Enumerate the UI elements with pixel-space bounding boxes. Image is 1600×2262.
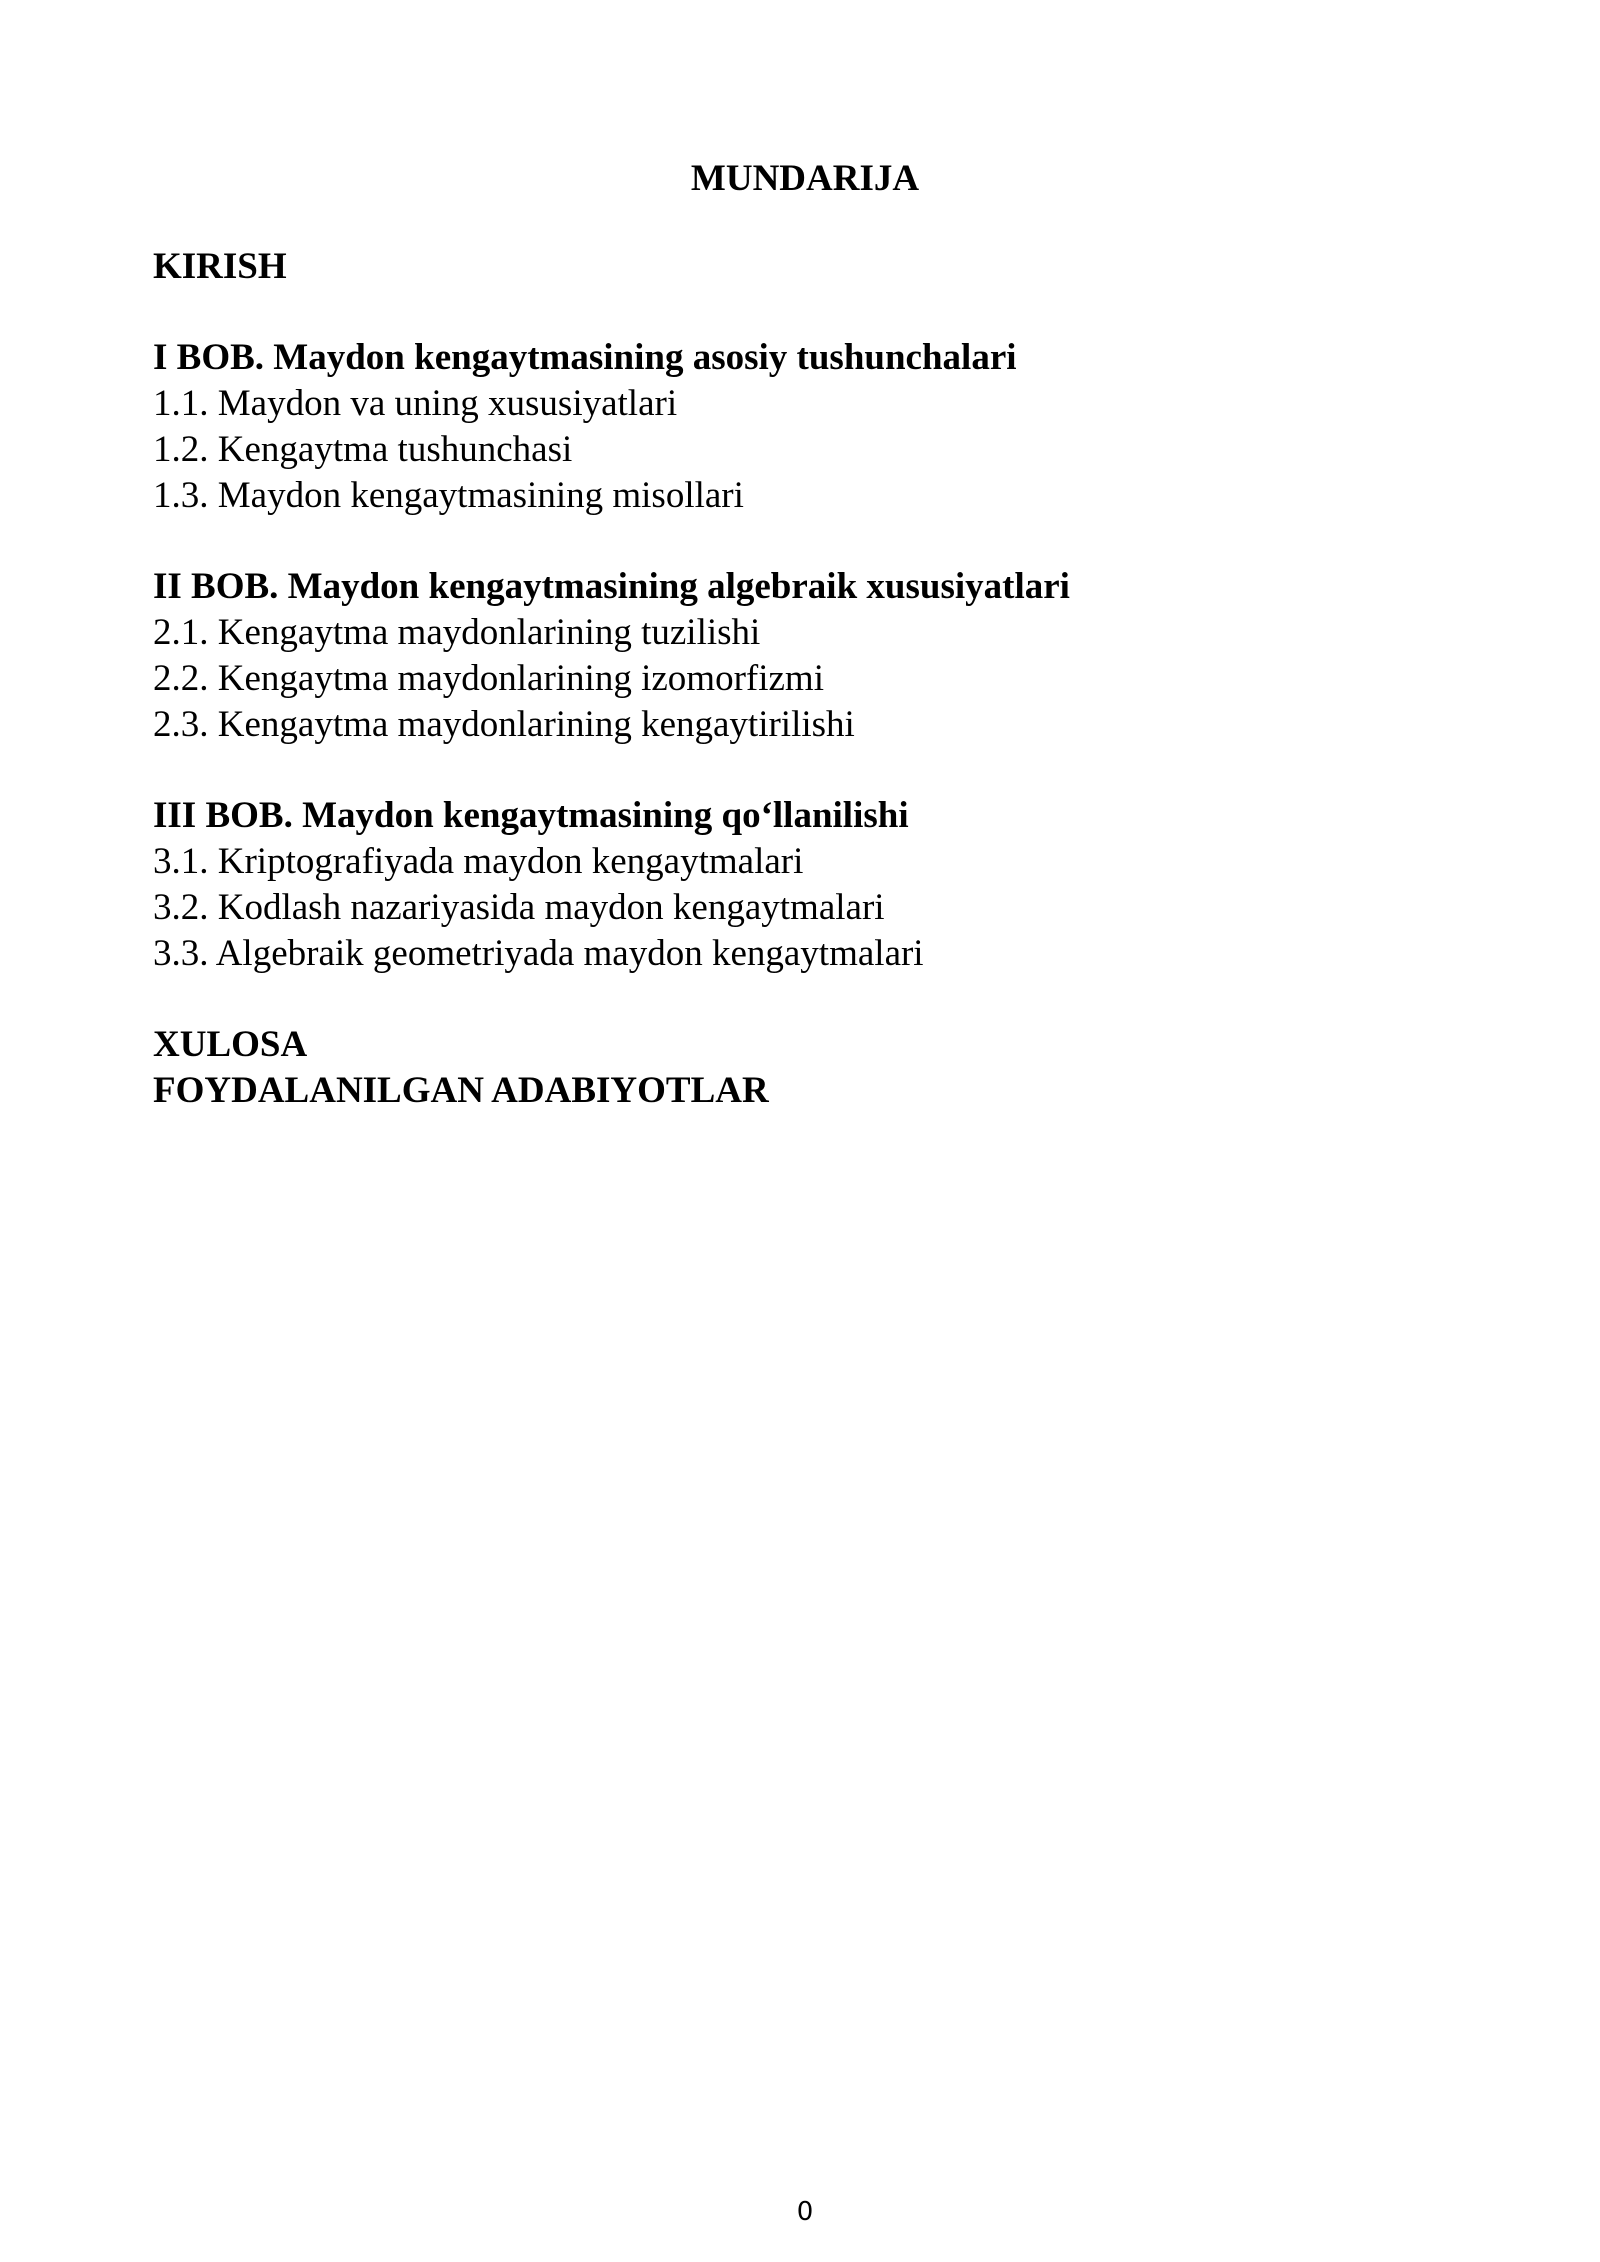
toc-intro: KIRISH (153, 246, 287, 287)
page-number: 0 (796, 2197, 814, 2227)
toc-section-3-2: 3.2. Kodlash nazariyasida maydon kengaytmalari (153, 887, 885, 928)
toc-section-2-1: 2.1. Kengaytma maydonlarining tuzilishi (153, 612, 761, 653)
toc-section-2-3: 2.3. Kengaytma maydonlarining kengaytirilishi (153, 704, 855, 745)
toc-section-3-3: 3.3. Algebraik geometriyada maydon kengaytmalari (153, 933, 924, 974)
toc-references: FOYDALANILGAN ADABIYOTLAR (153, 1070, 769, 1111)
toc-section-1-1: 1.1. Maydon va uning xususiyatlari (153, 383, 678, 424)
toc-section-1-3: 1.3. Maydon kengaytmasining misollari (153, 475, 744, 516)
toc-section-3-1: 3.1. Kriptografiyada maydon kengaytmalari (153, 841, 804, 882)
toc-section-2-2: 2.2. Kengaytma maydonlarining izomorfizmi (153, 658, 824, 699)
toc-chapter-2-heading: II BOB. Maydon kengaytmasining algebraik xususiyatlari (153, 566, 1070, 607)
toc-conclusion: XULOSA (153, 1024, 308, 1065)
toc-chapter-3-heading: III BOB. Maydon kengaytmasining qo‘llanilishi (153, 795, 909, 836)
page-title: MUNDARIJA (690, 158, 920, 199)
toc-chapter-1-heading: I BOB. Maydon kengaytmasining asosiy tushunchalari (153, 337, 1017, 378)
toc-section-1-2: 1.2. Kengaytma tushunchasi (153, 429, 573, 470)
